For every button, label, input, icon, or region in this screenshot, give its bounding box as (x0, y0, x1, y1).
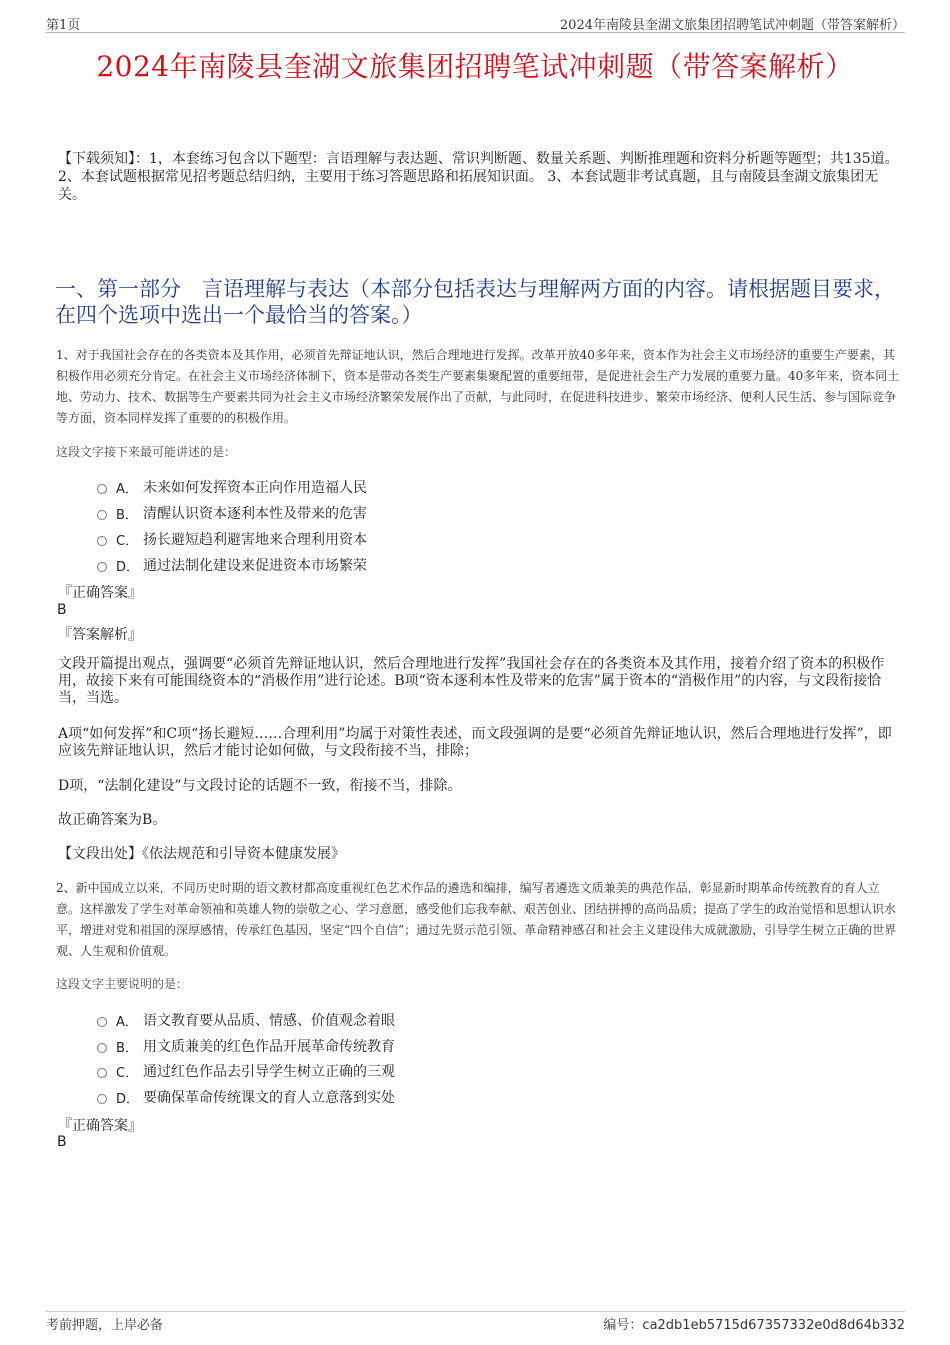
analysis-paragraph: A项“如何发挥”和C项“扬长避短……合理利用”均属于对策性表述，而文段强调的是要“必须首先辩证地认识，然后合理地进行发挥”，即应该先辩证地认识，然后才能讨论如何做，与文段衔接不当，排除； (58, 726, 892, 759)
question-2-text: 2、新中国成立以来，不同历史时期的语文教材都高度重视红色艺术作品的遴选和编排，编写者遴选文质兼美的典范作品，彰显新时期革命传统教育的育人立意。这样激发了学生对革命领袖和英雄人物的崇敬之心、学习意愿，感受他们忘我奉献、艰苦创业、团结拼搏的高尚品质；提高了学生的政治觉悟和思想认识水平，增进对党和祖国的深厚感情，传承红色基因，坚定“四个自信”；通过先贤示范引领、革命精神感召和社会主义建设伟大成就激励，引导学生树立正确的世界观、人生观和价值观。 (56, 881, 897, 958)
radio-icon[interactable] (97, 1094, 107, 1104)
option-text: 通过红色作品去引导学生树立正确的三观 (143, 1064, 395, 1080)
question-1-option-b[interactable] (97, 503, 367, 523)
footer-divider (45, 1311, 905, 1312)
page-title: 2024年南陵县奎湖文旅集团招聘笔试冲刺题（带答案解析） (96, 50, 854, 83)
option-label: B． (116, 1040, 138, 1056)
header-doc-title: 2024年南陵县奎湖文旅集团招聘笔试冲刺题（带答案解析） (559, 18, 905, 33)
question-2-option-d[interactable] (97, 1087, 395, 1107)
analysis-source: 【文段出处】《依法规范和引导资本健康发展》 (58, 846, 345, 862)
section-title: 一、第一部分 言语理解与表达（本部分包括表达与理解两方面的内容。请根据题目要求，在四个选项中选出一个最恰当的答案。） (55, 277, 895, 327)
question-1-answer-label: 『正确答案』 (58, 585, 142, 601)
option-label: D． (116, 559, 140, 575)
option-text: 扬长避短趋利避害地来合理利用资本 (143, 532, 367, 548)
serial-label: 编号： (603, 1318, 643, 1333)
radio-icon[interactable] (97, 536, 107, 546)
option-text: 语文教育要从品质、情感、价值观念着眼 (143, 1013, 395, 1029)
option-label: C． (116, 533, 139, 549)
analysis-paragraph: 文段开篇提出观点，强调要“必须首先辩证地认识，然后合理地进行发挥”我国社会存在的各类资本及其作用，接着介绍了资本的积极作用，故接下来有可能围绕资本的“消极作用”进行论述。B项“资本逐利本性及带来的危害”属于资本的“消极作用”的内容，与文段衔接恰当，当选。 (58, 656, 885, 706)
question-1-answer: B (57, 602, 67, 618)
radio-icon[interactable] (97, 1043, 107, 1053)
serial-code: ca2db1eb5715d67357332e0d8d64b332 (642, 1318, 905, 1333)
question-2-answer-label: 『正确答案』 (58, 1118, 142, 1134)
header-divider (45, 32, 905, 33)
question-1-option-a[interactable] (97, 477, 367, 497)
radio-icon[interactable] (97, 562, 107, 572)
page-number: 第1页 (46, 18, 81, 33)
option-label: C． (116, 1065, 139, 1081)
question-2-option-c[interactable] (97, 1061, 395, 1081)
option-text: 清醒认识资本逐利本性及带来的危害 (143, 506, 367, 522)
option-text: 要确保革命传统课文的育人立意落到实处 (143, 1090, 395, 1106)
question-1-text: 1、对于我国社会存在的各类资本及其作用，必须首先辩证地认识，然后合理地进行发挥。改革开放40多年来，资本作为社会主义市场经济的重要生产要素，其积极作用必须充分肯定。在社会主义市场经济体制下，资本是带动各类生产要素集聚配置的重要纽带，是促进社会生产力发展的重要力量。40多年来，资本同土地、劳动力、技术、数据等生产要素共同为社会主义市场经济繁荣发展作出了贡献，与此同时，在促进科技进步、繁荣市场经济、便利人民生活、参与国际竞争等方面，资本同样发挥了重要的的积极作用。 (56, 348, 900, 425)
question-2-answer: B (57, 1134, 67, 1150)
question-1-option-c[interactable] (97, 529, 367, 549)
download-notice: 【下载须知】：1，本套练习包含以下题型：言语理解与表达题、常识判断题、数量关系题、判断推理题和资料分析题等题型；共135道。 2、本套试题根据常见招考题总结归纳，主要用于练习答题思路和拓展知识面。 3、本套试题非考试真题，且与南陵县奎湖文旅集团无关。 (58, 151, 899, 203)
option-label: D． (116, 1091, 140, 1107)
question-1-analysis-label: 『答案解析』 (58, 627, 142, 643)
option-label: A． (116, 481, 138, 497)
option-label: A． (116, 1014, 138, 1030)
question-2-option-b[interactable] (97, 1036, 395, 1056)
radio-icon[interactable] (97, 510, 107, 520)
option-text: 用文质兼美的红色作品开展革命传统教育 (143, 1039, 395, 1055)
footer-serial (603, 1314, 905, 1333)
question-1-option-d[interactable] (97, 555, 367, 575)
analysis-paragraph: D项，“法制化建设”与文段讨论的话题不一致，衔接不当，排除。 (58, 778, 462, 794)
footer-slogan: 考前押题，上岸必备 (46, 1318, 164, 1333)
analysis-conclusion: 故正确答案为B。 (58, 812, 167, 828)
radio-icon[interactable] (97, 1017, 107, 1027)
radio-icon[interactable] (97, 484, 107, 494)
option-text: 未来如何发挥资本正向作用造福人民 (143, 480, 367, 496)
question-2-prompt: 这段文字主要说明的是： (56, 977, 189, 991)
question-2-option-a[interactable] (97, 1010, 395, 1030)
option-label: B． (116, 507, 138, 523)
option-text: 通过法制化建设来促进资本市场繁荣 (143, 558, 367, 574)
radio-icon[interactable] (97, 1068, 107, 1078)
question-1-prompt: 这段文字接下来最可能讲述的是： (56, 445, 237, 459)
